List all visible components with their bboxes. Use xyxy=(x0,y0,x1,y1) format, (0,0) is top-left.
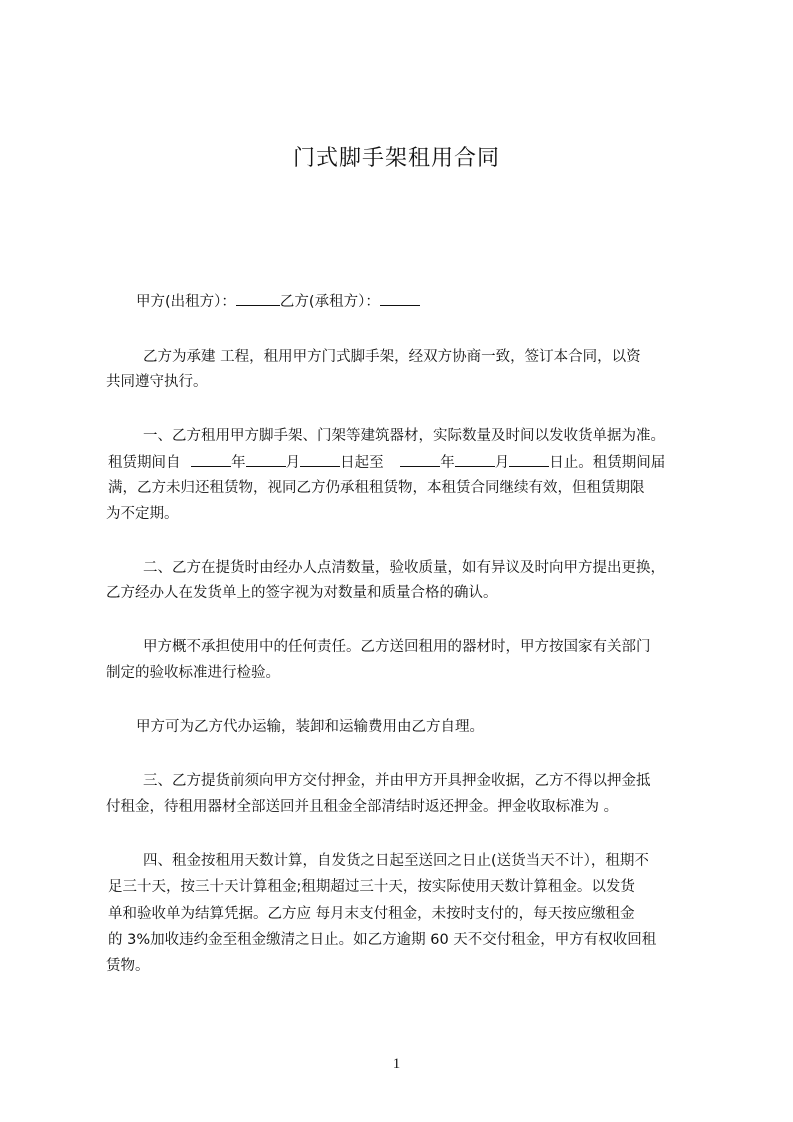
liability-line-1: 甲方概不承担使用中的任何责任。乙方送回租用的器材时，甲方按国家有关部门 xyxy=(143,639,651,655)
clause3-line-1: 三、乙方提货前须向甲方交付押金，并由甲方开具押金收据，乙方不得以押金抵 xyxy=(143,773,651,789)
party-a-label: 甲方(出租方）： xyxy=(136,294,236,310)
clause1-line-1: 一、乙方租用甲方脚手架、门架等建筑器材，实际数量及时间以发收货单据为准。 xyxy=(143,428,665,444)
end-month-blank xyxy=(455,452,495,467)
clause4-line-4: 的 3%加收违约金至租金缴清之日止。如乙方逾期 60 天不交付租金，甲方有权收回租 xyxy=(108,932,657,948)
clause1-line-4: 为不定期。 xyxy=(106,506,179,522)
party-a-blank xyxy=(236,291,280,306)
transport-line-1: 甲方可为乙方代办运输，装卸和运输费用由乙方自理。 xyxy=(136,719,484,735)
start-month-unit: 月 xyxy=(285,455,301,471)
start-day-blank xyxy=(300,452,340,467)
intro-line-1: 乙方为承建 工程，租用甲方门式脚手架，经双方协商一致，签订本合同，以资 xyxy=(143,349,641,365)
party-b-blank xyxy=(380,291,420,306)
lease-period-prefix: 租赁期间自 xyxy=(108,455,181,471)
clause2-line-1: 二、乙方在提货时由经办人点清数量，验收质量，如有异议及时向甲方提出更换， xyxy=(143,560,665,576)
clause4-line-3: 单和验收单为结算凭据。乙方应 每月末支付租金，未按时支付的，每天按应缴租金 xyxy=(108,906,635,922)
clause1-line-3: 满，乙方未归还租赁物，视同乙方仍承租租赁物，本租赁合同继续有效，但租赁期限 xyxy=(108,480,645,496)
document-title: 门式脚手架租用合同 xyxy=(292,146,500,171)
start-year-blank xyxy=(191,452,231,467)
intro-line-2: 共同遵守执行。 xyxy=(106,374,208,390)
page-number: 1 xyxy=(392,1056,401,1072)
clause3-line-2: 付租金，待租用器材全部送回并且租金全部清结时返还押金。押金收取标准为 。 xyxy=(106,799,619,815)
end-day-unit: 日止。租赁期间届 xyxy=(549,455,666,471)
party-b-label: 乙方(承租方）： xyxy=(279,294,380,310)
start-month-blank xyxy=(246,452,286,467)
clause4-line-5: 赁物。 xyxy=(106,958,150,974)
start-year-unit: 年 xyxy=(231,455,246,471)
clause1-line-2 xyxy=(108,452,665,473)
start-day-unit: 日起至 xyxy=(340,455,384,471)
clause4-line-2: 足三十天，按三十天计算租金;租期超过三十天，按实际使用天数计算租金。以发货 xyxy=(108,879,635,895)
clause2-line-2: 乙方经办人在发货单上的签字视为对数量和质量合格的确认。 xyxy=(106,585,498,601)
end-year-unit: 年 xyxy=(440,455,455,471)
end-month-unit: 月 xyxy=(494,455,510,471)
end-year-blank xyxy=(400,452,440,467)
parties-line xyxy=(136,291,420,312)
liability-line-2: 制定的验收标准进行检验。 xyxy=(106,665,280,681)
end-day-blank xyxy=(509,452,549,467)
clause4-line-1: 四、租金按租用天数计算，自发货之日起至送回之日止(送货当天不计），租期不 xyxy=(143,853,649,869)
